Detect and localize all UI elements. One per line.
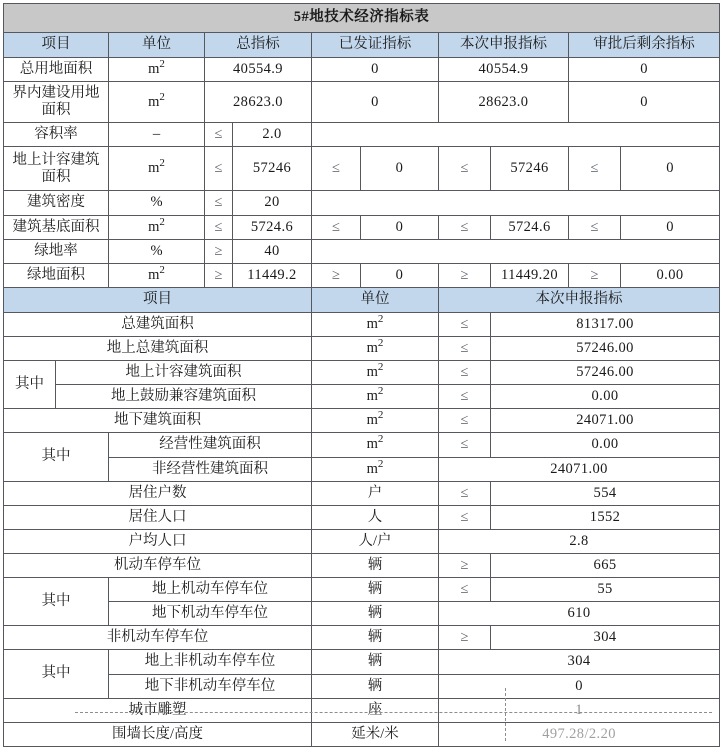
- group-label-qizhong: 其中: [4, 361, 56, 409]
- issued-indicator-value: 0: [361, 147, 439, 191]
- row-operator: ≤: [439, 409, 491, 433]
- unit-superscript: 2: [377, 409, 384, 422]
- table-row: [4, 58, 720, 82]
- row-unit: 辆: [312, 553, 439, 577]
- unit-superscript: 2: [377, 361, 384, 374]
- row-value: 55: [491, 578, 720, 602]
- total-operator: ≤: [205, 123, 233, 147]
- row-unit: $m^2$: [109, 147, 205, 191]
- row-unit: $m^2$: [312, 385, 439, 409]
- row-value: 24071.00: [491, 409, 720, 433]
- row-operator: ≤: [439, 385, 491, 409]
- row-value: 304: [491, 626, 720, 650]
- row-value: 0.00: [491, 385, 720, 409]
- row-operator: ≥: [439, 553, 491, 577]
- table-row: [4, 191, 720, 215]
- current-application-value: 57246: [491, 147, 569, 191]
- row-label: 非经营性建筑面积: [109, 457, 312, 481]
- row-unit: –: [109, 123, 205, 147]
- empty-cell: [312, 123, 720, 147]
- technical-economic-indicator-table: [3, 3, 720, 747]
- remaining-indicator-value: 0: [569, 58, 720, 82]
- row-label: 居住人口: [4, 505, 312, 529]
- empty-cell: [312, 191, 720, 215]
- row-label: 地下机动车停车位: [109, 602, 312, 626]
- row-value: 304: [439, 650, 720, 674]
- issued-indicator-value: 0: [312, 58, 439, 82]
- table-row: [4, 409, 720, 433]
- table-row: [4, 457, 720, 481]
- page-title: 5#地技术经济指标表: [4, 4, 720, 33]
- header-total-indicator: 总指标: [205, 33, 312, 58]
- row-label: 地下非机动车停车位: [109, 674, 312, 698]
- group-label-qizhong: 其中: [4, 433, 109, 481]
- unit-superscript: 2: [377, 337, 384, 350]
- total-indicator-value: 5724.6: [233, 215, 312, 239]
- table-row: [4, 385, 720, 409]
- table-row: [4, 239, 720, 263]
- row-label: 地下建筑面积: [4, 409, 312, 433]
- row-operator: ≤: [439, 361, 491, 385]
- table-row: [4, 147, 720, 191]
- row-label: 围墙长度/高度: [4, 722, 312, 746]
- total-operator: ≥: [205, 239, 233, 263]
- row-label: 经营性建筑面积: [109, 433, 312, 457]
- total-operator: ≤: [205, 147, 233, 191]
- row-label: 非机动车停车位: [4, 626, 312, 650]
- row-label: 建筑密度: [4, 191, 109, 215]
- row-unit: $m^2$: [109, 82, 205, 123]
- table-row: [4, 336, 720, 360]
- row-unit: $m^2$: [109, 263, 205, 287]
- current-application-value: 40554.9: [439, 58, 569, 82]
- row-value: 57246.00: [491, 361, 720, 385]
- row-unit: 辆: [312, 626, 439, 650]
- table-row: [4, 433, 720, 457]
- row-unit: 辆: [312, 674, 439, 698]
- table-row: [4, 312, 720, 336]
- row-label: 容积率: [4, 123, 109, 147]
- row-operator: ≤: [439, 481, 491, 505]
- issued-indicator-value: 0: [361, 215, 439, 239]
- row-unit: %: [109, 239, 205, 263]
- row-label: 地上鼓励兼容建筑面积: [56, 385, 312, 409]
- header-remaining-after-approval: 审批后剩余指标: [569, 33, 720, 58]
- table-row: [4, 674, 720, 698]
- table-row: [4, 481, 720, 505]
- current-operator: ≤: [439, 215, 491, 239]
- top-header-row: [4, 33, 720, 58]
- remaining-indicator-value: 0: [621, 147, 720, 191]
- row-unit: %: [109, 191, 205, 215]
- remaining-operator: ≤: [569, 147, 621, 191]
- current-application-value: 5724.6: [491, 215, 569, 239]
- total-operator: ≤: [205, 215, 233, 239]
- table-row: [4, 578, 720, 602]
- bottom-header-row: [4, 287, 720, 312]
- row-unit: $m^2$: [312, 361, 439, 385]
- row-unit: 延米/米: [312, 722, 439, 746]
- row-label: 总用地面积: [4, 58, 109, 82]
- header-current-application: 本次申报指标: [439, 33, 569, 58]
- table-row: [4, 553, 720, 577]
- row-value: 1: [439, 698, 720, 722]
- current-operator: ≥: [439, 263, 491, 287]
- row-unit: $m^2$: [312, 409, 439, 433]
- row-label: 界内建设用地面积: [4, 82, 109, 123]
- total-indicator-value: 40: [233, 239, 312, 263]
- unit-superscript: 2: [159, 263, 165, 276]
- row-unit: 户: [312, 481, 439, 505]
- row-unit: 辆: [312, 578, 439, 602]
- total-indicator-value: 2.0: [233, 123, 312, 147]
- row-value: 497.28/2.20: [439, 722, 720, 746]
- row-operator: ≥: [439, 626, 491, 650]
- row-label: 地上总建筑面积: [4, 336, 312, 360]
- row-label: 地上非机动车停车位: [109, 650, 312, 674]
- row-label: 城市雕塑: [4, 698, 312, 722]
- row-label: 居住户数: [4, 481, 312, 505]
- row-operator: ≤: [439, 578, 491, 602]
- row-value: 0: [439, 674, 720, 698]
- table-row: [4, 698, 720, 722]
- unit-superscript: 2: [377, 385, 384, 398]
- row-unit: $m^2$: [109, 58, 205, 82]
- table-title-row: [4, 4, 720, 33]
- row-unit: 人: [312, 505, 439, 529]
- table-row: [4, 361, 720, 385]
- row-label: 总建筑面积: [4, 312, 312, 336]
- issued-indicator-value: 0: [361, 263, 439, 287]
- group-label-qizhong: 其中: [4, 578, 109, 626]
- row-operator: ≤: [439, 336, 491, 360]
- row-label: 地上计容建筑面积: [4, 147, 109, 191]
- row-unit: $m^2$: [312, 433, 439, 457]
- header-item-2: 项目: [4, 287, 312, 312]
- row-label: 地上计容建筑面积: [56, 361, 312, 385]
- table-row: [4, 650, 720, 674]
- current-application-value: 11449.20: [491, 263, 569, 287]
- current-operator: ≤: [439, 147, 491, 191]
- total-indicator-value: 28623.0: [205, 82, 312, 123]
- remaining-indicator-value: 0.00: [621, 263, 720, 287]
- group-label-qizhong: 其中: [4, 650, 109, 698]
- row-value: 554: [491, 481, 720, 505]
- row-label: 建筑基底面积: [4, 215, 109, 239]
- row-value: 0.00: [491, 433, 720, 457]
- header-unit: 单位: [109, 33, 205, 58]
- total-indicator-value: 57246: [233, 147, 312, 191]
- total-operator: ≥: [205, 263, 233, 287]
- row-operator: ≤: [439, 312, 491, 336]
- total-operator: ≤: [205, 191, 233, 215]
- issued-operator: ≤: [312, 215, 361, 239]
- unit-superscript: 2: [377, 457, 384, 470]
- empty-cell: [312, 239, 720, 263]
- total-indicator-value: 11449.2: [233, 263, 312, 287]
- row-value: 2.8: [439, 529, 720, 553]
- remaining-indicator-value: 0: [569, 82, 720, 123]
- header-current-application-2: 本次申报指标: [439, 287, 720, 312]
- row-value: 57246.00: [491, 336, 720, 360]
- row-unit: 辆: [312, 650, 439, 674]
- row-value: 1552: [491, 505, 720, 529]
- row-unit: $m^2$: [312, 457, 439, 481]
- header-item: 项目: [4, 33, 109, 58]
- current-application-value: 28623.0: [439, 82, 569, 123]
- row-label: 地上机动车停车位: [109, 578, 312, 602]
- unit-superscript: 2: [377, 433, 384, 446]
- row-value: 665: [491, 553, 720, 577]
- total-indicator-value: 20: [233, 191, 312, 215]
- table-row: [4, 602, 720, 626]
- issued-indicator-value: 0: [312, 82, 439, 123]
- unit-superscript: 2: [159, 157, 165, 170]
- row-label: 户均人口: [4, 529, 312, 553]
- remaining-operator: ≤: [569, 215, 621, 239]
- row-operator: ≤: [439, 433, 491, 457]
- row-unit: 人/户: [312, 529, 439, 553]
- issued-operator: ≥: [312, 263, 361, 287]
- row-unit: 座: [312, 698, 439, 722]
- row-operator: ≤: [439, 505, 491, 529]
- table-row: [4, 82, 720, 123]
- header-unit-2: 单位: [312, 287, 439, 312]
- issued-operator: ≤: [312, 147, 361, 191]
- row-label: 机动车停车位: [4, 553, 312, 577]
- table-row: [4, 626, 720, 650]
- unit-superscript: 2: [159, 58, 165, 71]
- unit-superscript: 2: [159, 90, 165, 103]
- table-row: [4, 263, 720, 287]
- row-label: 绿地面积: [4, 263, 109, 287]
- remaining-indicator-value: 0: [621, 215, 720, 239]
- table-row: [4, 123, 720, 147]
- table-row: [4, 505, 720, 529]
- row-unit: 辆: [312, 602, 439, 626]
- row-value: 610: [439, 602, 720, 626]
- row-unit: $m^2$: [312, 336, 439, 360]
- row-value: 81317.00: [491, 312, 720, 336]
- unit-superscript: 2: [377, 313, 384, 326]
- unit-superscript: 2: [159, 215, 165, 228]
- table-row: [4, 529, 720, 553]
- total-indicator-value: 40554.9: [205, 58, 312, 82]
- table-row: [4, 215, 720, 239]
- table-row: [4, 722, 720, 746]
- remaining-operator: ≥: [569, 263, 621, 287]
- row-label: 绿地率: [4, 239, 109, 263]
- row-value: 24071.00: [439, 457, 720, 481]
- header-issued-indicator: 已发证指标: [312, 33, 439, 58]
- row-unit: $m^2$: [109, 215, 205, 239]
- row-unit: $m^2$: [312, 312, 439, 336]
